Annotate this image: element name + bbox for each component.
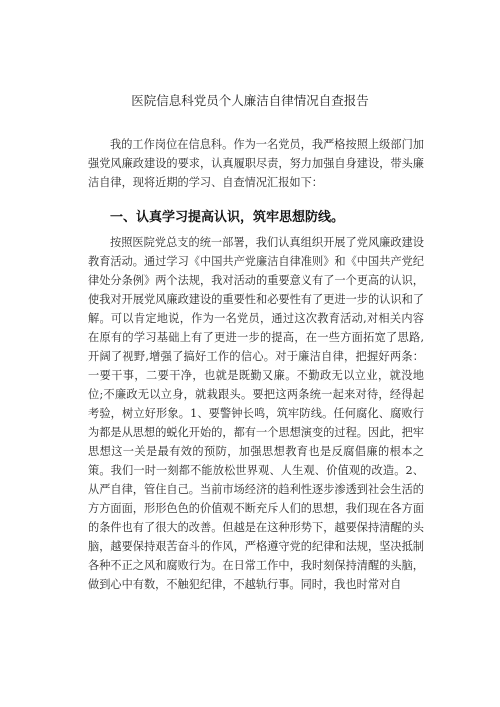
document-title: 医院信息科党员个人廉洁自律情况自查报告	[131, 93, 369, 108]
section-heading-1: 一、认真学习提高认识，筑牢思想防线。	[110, 210, 345, 225]
section-1-paragraph: 按照医院党总支的统一部署，我们认真组织开展了党风廉政建设教育活动。通过学习《中国共产党廉洁自律准则》和《中国共产党纪律处分条例》两个法规，我对活动的重要意义有了一个更高的认识，使我对开展党风廉政建设的重要性和必要性有了更进一步的认识和了解。可以肯定地说，作为一名党员，通过这次教育活动,对相关内容在原有的学习基础上有了更进一步的提高，在一些方面拓宽了思路,开阔了视野,增强了搞好工作的信心。对于廉洁自律，把握好两条：一要干事，二要干净，也就是既勤又廉。不勤政无以立业，就没地位;不廉政无以立身，就栽跟头。要把这两条统一起来对待，经得起考验，树立好形象。1、要警钟长鸣，筑牢防线。任何腐化、腐败行为都是从思想的蜕化开始的，都有一个思想演变的过程。因此，把牢思想这一关是最有效的预防，加强思想教育也是反腐倡廉的根本之策。我们一时一刻都不能放松世界观、人生观、价值观的改造。2、从严自律，管住自己。当前市场经济的趋利性逐步渗透到社会生活的方方面面，形形色色的价值观不断充斥人们的思想，我们现在各方面的条件也有了很大的改善。但越是在这种形势下，越要保持清醒的头脑，越要保持艰苦奋斗的作风，严格遵守党的纪律和法规，坚决抵制各种不正之风和腐败行为。在日常工作中，我时刻保持清醒的头脑，做到心中有数，不触犯纪律，不越轨行事。同时，我也时常对自	[88, 236, 424, 591]
intro-paragraph: 我的工作岗位在信息科。作为一名党员，我严格按照上级部门加强党风廉政建设的要求，认真履职尽责，努力加强自身建设，带头廉洁自律，现将近期的学习、自查情况汇报如下：	[88, 138, 424, 189]
